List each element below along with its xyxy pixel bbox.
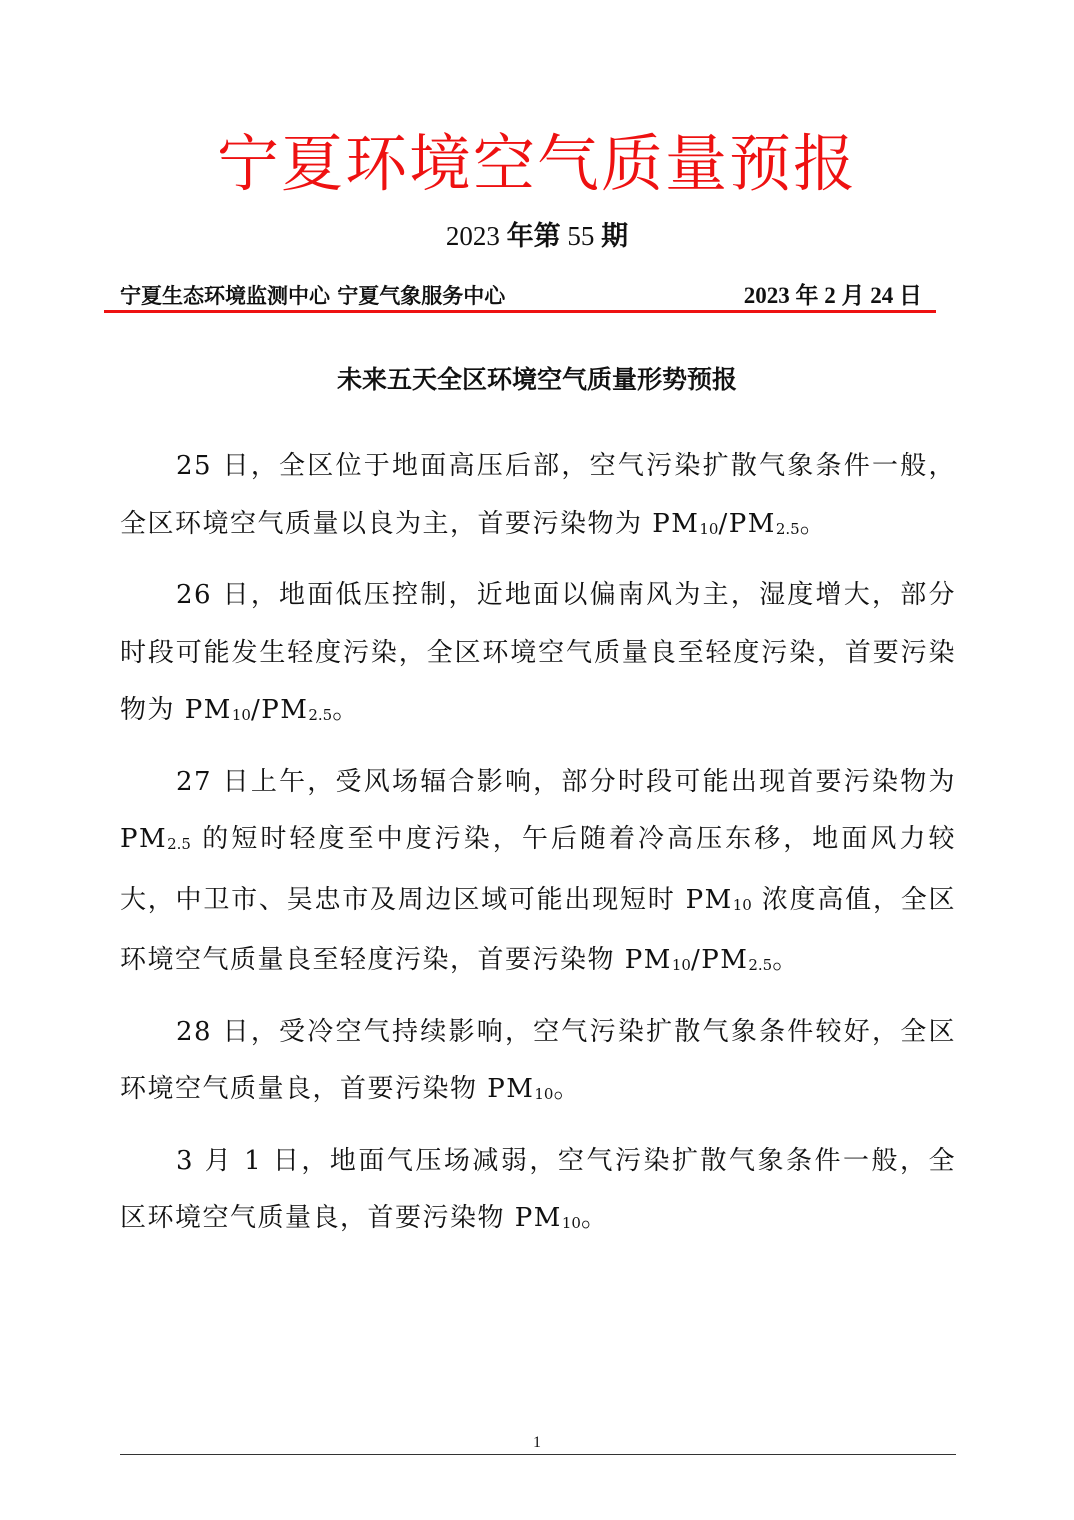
text-segment: 。 [799, 508, 828, 539]
issue-year-suffix: 年第 [506, 221, 561, 251]
subscript: 10 [231, 706, 251, 724]
subscript: 2.5 [308, 706, 333, 724]
forecast-body [120, 438, 956, 1262]
masthead-title: 宁夏环境空气质量预报 [216, 127, 857, 200]
text-segment: 浓度高值，全区环境空气质量良至轻度污染，首要污染物 PM [120, 884, 956, 975]
text-segment: 。 [580, 1203, 609, 1233]
publishers: 宁夏生态环境监测中心 宁夏气象服务中心 [120, 284, 506, 308]
issue-number-line [0, 216, 1074, 256]
section-heading: 未来五天全区环境空气质量形势预报 [336, 365, 737, 394]
text-segment: 3 月 1 日，地面气压场减弱，空气污染扩散气象条件一般，全区环境空气质量良，首要污染物 PM [120, 1145, 956, 1233]
text-segment: 27 日上午，受风场辐合影响，部分时段可能出现首要污染物为 PM [120, 766, 956, 854]
text-segment: 25 日，全区位于地面高压后部，空气污染扩散气象条件一般，全区环境空气质量以良为主，首要污染物为 PM [120, 451, 956, 539]
page-number: 1 [533, 1434, 541, 1451]
text-segment: 。 [772, 945, 800, 975]
subscript: 10 [534, 1085, 554, 1103]
text-segment: 。 [332, 695, 360, 725]
subscript: 10 [732, 895, 752, 914]
forecast-paragraph-mar-1 [120, 1133, 956, 1251]
forecast-paragraph-25 [120, 438, 956, 556]
header-red-rule [104, 310, 936, 313]
publisher-row [120, 278, 938, 314]
publish-date: 2023 年 2 月 24 日 [743, 283, 922, 308]
text-segment: 26 日，地面低压控制，近地面以偏南风为主，湿度增大，部分时段可能发生轻度污染，全区环境空气质量良至轻度污染，首要污染物为 PM [120, 580, 956, 725]
text-segment: 的短时轻度至中度污染，午后随着冷高压东移，地面风力较大，中卫市、吴忠市及周边区域可能出现短时 PM [120, 824, 956, 915]
issue-number: 55 [567, 221, 595, 251]
subscript: 10 [561, 1214, 581, 1232]
subscript: 10 [671, 956, 691, 974]
text-segment: /PM [718, 508, 776, 539]
text-segment: /PM [690, 945, 749, 975]
issue-suffix: 期 [601, 221, 629, 251]
subscript: 2.5 [748, 956, 773, 974]
forecast-paragraph-26 [120, 567, 956, 743]
text-segment: 。 [553, 1074, 581, 1104]
subscript: 2.5 [775, 519, 800, 538]
text-segment: /PM [250, 695, 309, 725]
forecast-paragraph-27 [120, 754, 956, 993]
issue-year: 2023 [445, 221, 500, 251]
subscript: 10 [699, 519, 719, 538]
text-segment: 28 日，受冷空气持续影响，空气污染扩散气象条件较好，全区环境空气质量良，首要污染物 PM [120, 1016, 956, 1104]
footer-rule [120, 1454, 956, 1455]
forecast-paragraph-28 [120, 1004, 956, 1122]
subscript: 2.5 [167, 835, 191, 853]
